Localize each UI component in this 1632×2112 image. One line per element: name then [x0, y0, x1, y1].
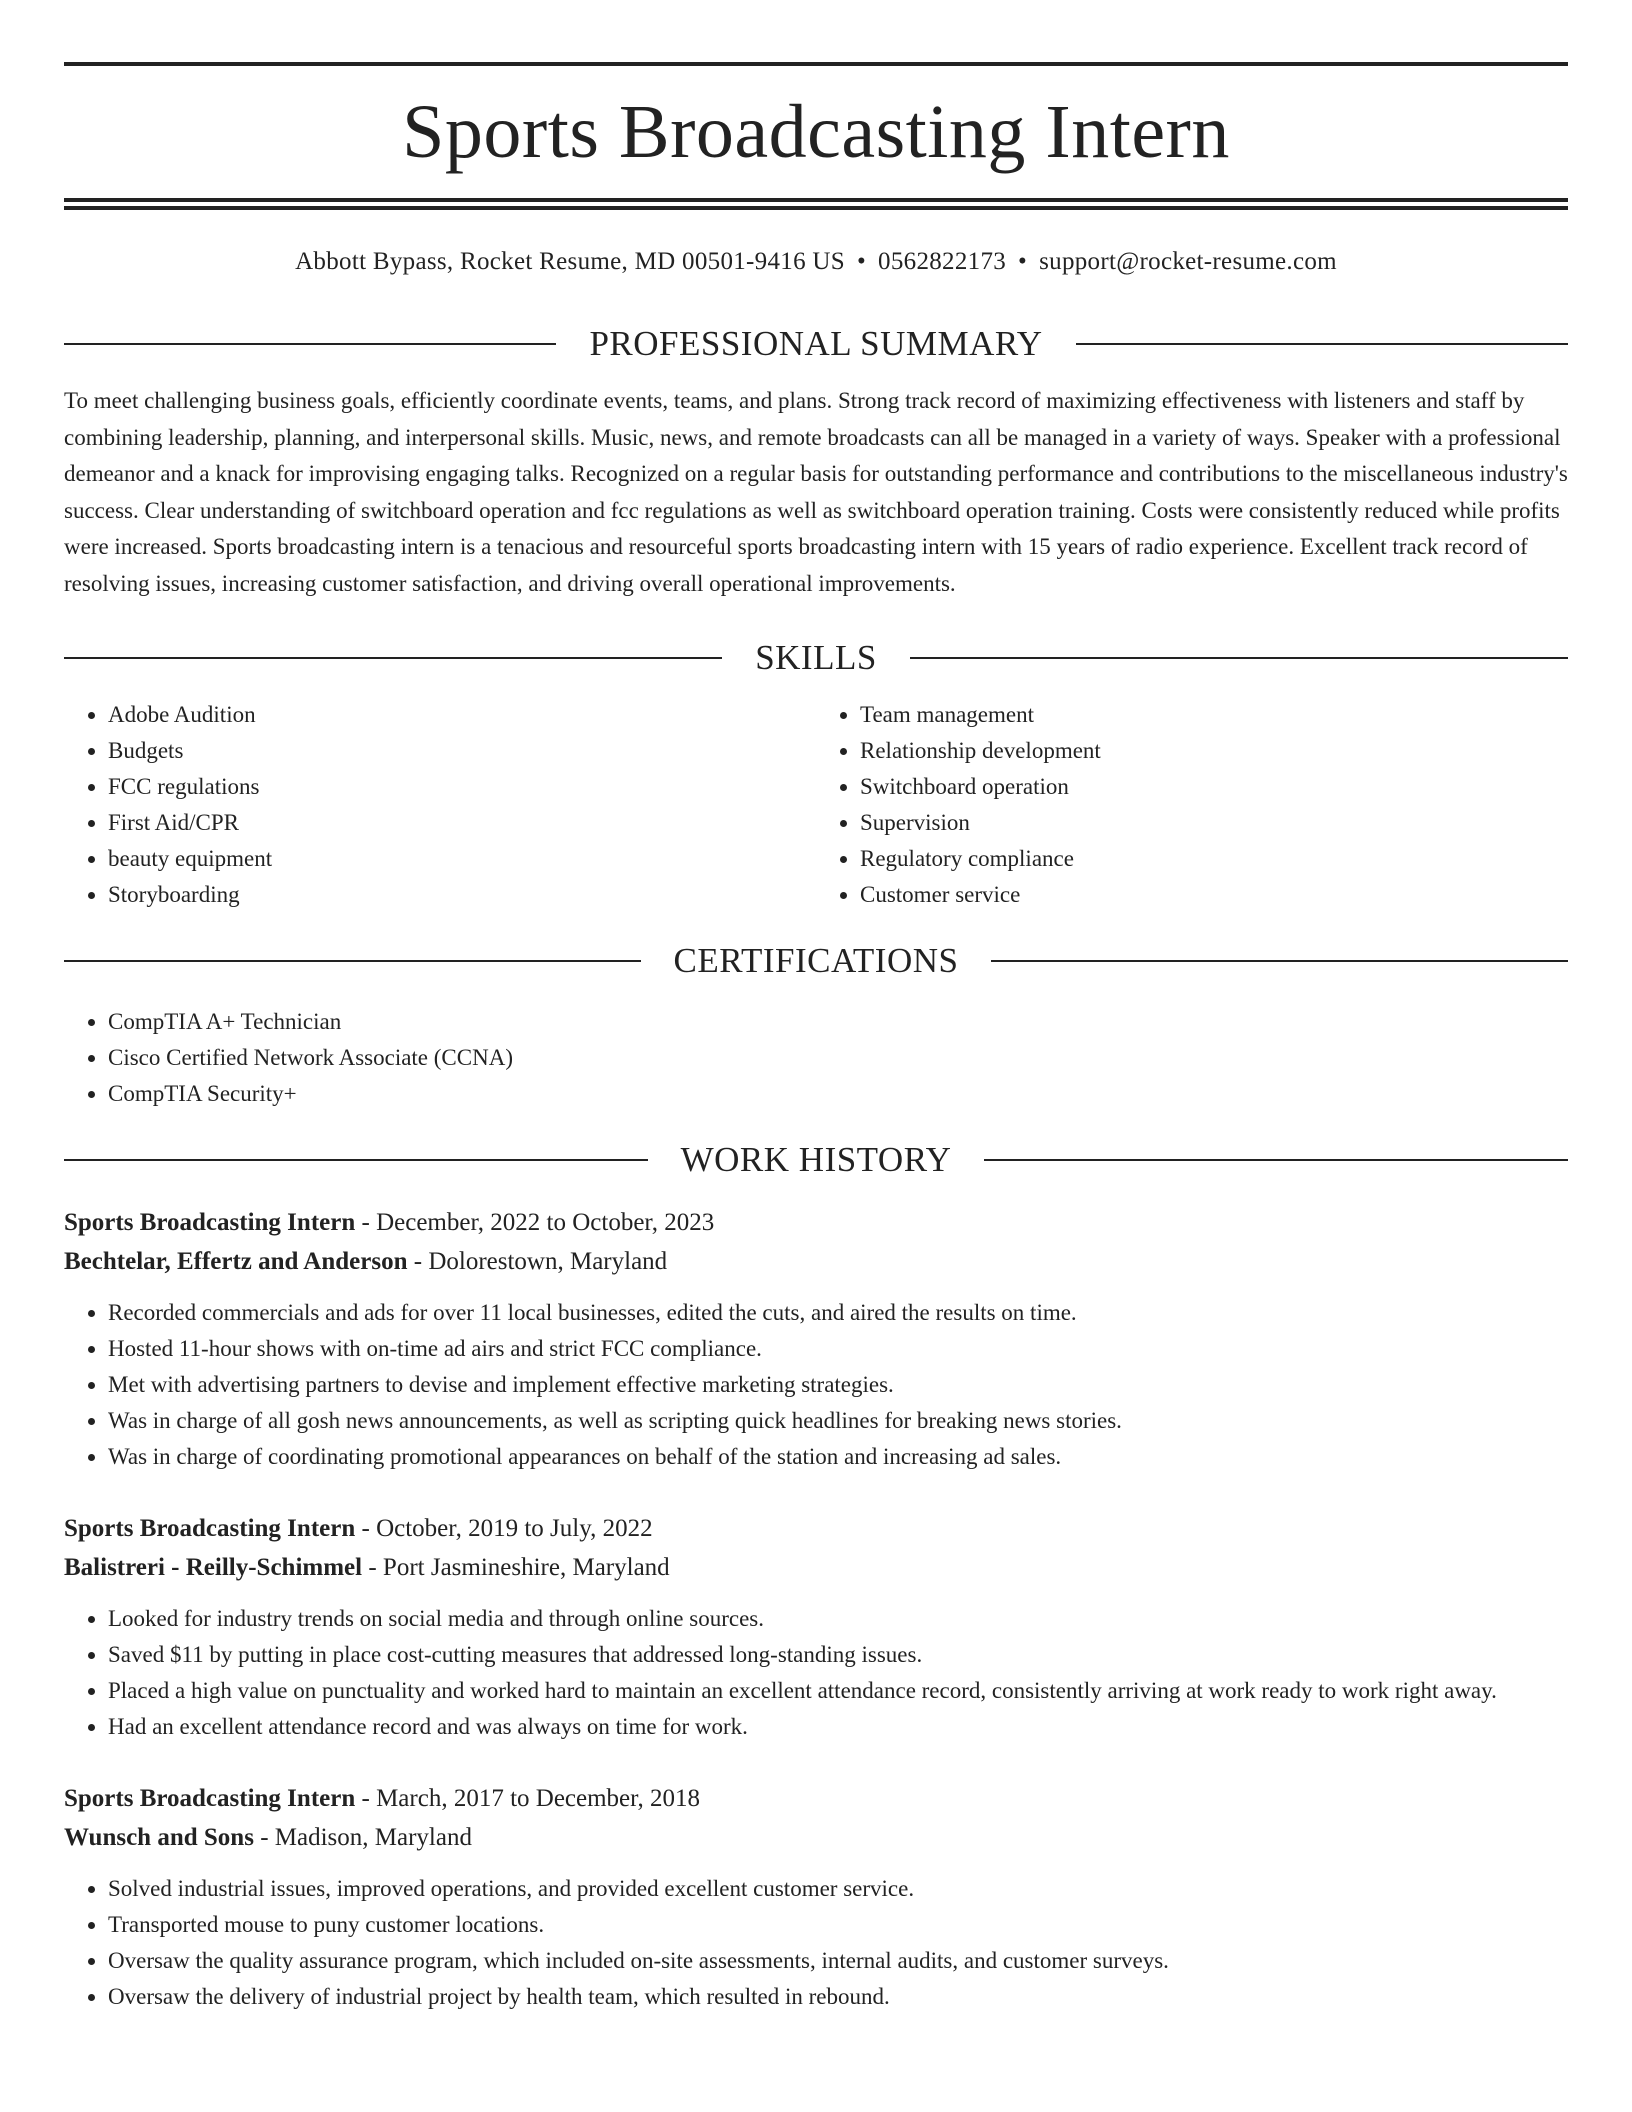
job-dates: - March, 2017 to December, 2018	[355, 1785, 700, 1812]
heading-rule	[64, 1159, 648, 1161]
skill-item: • Switchboard operation	[860, 769, 1568, 805]
job-entry	[64, 1509, 1568, 1745]
certifications-list	[64, 1004, 1568, 1112]
job-dates: - December, 2022 to October, 2023	[355, 1209, 715, 1236]
heading-rule	[64, 343, 556, 345]
heading-rule	[991, 960, 1568, 962]
skills-title: SKILLS	[755, 638, 877, 677]
heading-rule	[910, 657, 1568, 659]
job-bullets	[64, 1601, 1568, 1745]
job-bullet: • Was in charge of all gosh news announcements, as well as scripting quick headlines for breaking news stories.	[108, 1403, 1568, 1439]
certifications-block	[64, 1004, 1568, 1112]
contact-line	[64, 248, 1568, 276]
certifications-heading	[64, 943, 1568, 978]
summary-title: PROFESSIONAL SUMMARY	[589, 324, 1043, 363]
contact-separator: •	[1018, 248, 1028, 275]
skills-grid	[64, 697, 1568, 913]
job-bullet: • Oversaw the delivery of industrial project by health team, which resulted in rebound.	[108, 1979, 1568, 2015]
job-company: Bechtelar, Effertz and Anderson	[64, 1248, 408, 1275]
job-title: Sports Broadcasting Intern	[64, 1515, 356, 1542]
job-bullet: • Placed a high value on punctuality and worked hard to maintain an excellent attendance record, consistently arriving at work ready to work right away.	[108, 1673, 1568, 1709]
work-history-heading	[64, 1142, 1568, 1177]
job-bullets	[64, 1295, 1568, 1475]
name-double-rule	[64, 198, 1568, 210]
skill-item: • Regulatory compliance	[860, 841, 1568, 877]
resume-name: Sports Broadcasting Intern	[402, 90, 1230, 174]
job-bullet: • Oversaw the quality assurance program, which included on-site assessments, internal audits, and customer surveys.	[108, 1943, 1568, 1979]
certification-item: • CompTIA Security+	[108, 1076, 1568, 1112]
job-bullets	[64, 1871, 1568, 2015]
job-entry	[64, 1779, 1568, 2015]
skills-heading	[64, 640, 1568, 675]
job-location: - Dolorestown, Maryland	[407, 1248, 668, 1275]
heading-rule	[64, 960, 641, 962]
certifications-title: CERTIFICATIONS	[673, 941, 959, 980]
job-location: - Madison, Maryland	[253, 1824, 472, 1851]
skills-list-left	[64, 697, 816, 913]
contact-email: support@rocket-resume.com	[1039, 248, 1337, 275]
job-location: - Port Jasmineshire, Maryland	[362, 1554, 670, 1581]
skill-item: • First Aid/CPR	[108, 805, 816, 841]
work-history-title: WORK HISTORY	[680, 1140, 952, 1179]
job-bullet: • Met with advertising partners to devise and implement effective marketing strategies.	[108, 1367, 1568, 1403]
job-bullet: • Was in charge of coordinating promotional appearances on behalf of the station and increasing ad sales.	[108, 1439, 1568, 1475]
skill-item: • beauty equipment	[108, 841, 816, 877]
certification-item: • Cisco Certified Network Associate (CCNA)	[108, 1040, 1568, 1076]
job-title-line	[64, 1509, 1568, 1548]
contact-separator: •	[856, 248, 867, 275]
job-company: Balistreri - Reilly-Schimmel	[64, 1554, 363, 1581]
top-rule	[64, 62, 1568, 66]
job-title-line	[64, 1779, 1568, 1818]
contact-address: Abbott Bypass, Rocket Resume, MD 00501-9416 US	[295, 248, 845, 275]
skill-item: • FCC regulations	[108, 769, 816, 805]
skills-column-right	[816, 697, 1568, 913]
job-bullet: • Hosted 11-hour shows with on-time ad airs and strict FCC compliance.	[108, 1331, 1568, 1367]
job-bullet: • Looked for industry trends on social media and through online sources.	[108, 1601, 1568, 1637]
heading-rule	[64, 657, 722, 659]
skill-item: • Relationship development	[860, 733, 1568, 769]
skill-item: • Team management	[860, 697, 1568, 733]
job-entry	[64, 1203, 1568, 1475]
job-bullet: • Had an excellent attendance record and was always on time for work.	[108, 1709, 1568, 1745]
job-company-line	[64, 1818, 1568, 1857]
contact-phone: 0562822173	[878, 248, 1007, 275]
job-dates: - October, 2019 to July, 2022	[355, 1515, 653, 1542]
job-title-line	[64, 1203, 1568, 1242]
summary-text: To meet challenging business goals, efficiently coordinate events, teams, and plans. Strong track record of maximizing effectiveness with listeners and staff by combining leadership, planning, and interpersonal skills. Music, news, and remote broadcasts can all be managed in a variety of ways. Speaker with a professional demeanor and a knack for improvising engaging talks. Recognized on a regular basis for outstanding performance and contributions to the miscellaneous industry's success. Clear understanding of switchboard operation and fcc regulations as well as switchboard operation training. Costs were consistently reduced while profits were increased. Sports broadcasting intern is a tenacious and resourceful sports broadcasting intern with 15 years of radio experience. Excellent track record of resolving issues, increasing customer satisfaction, and driving overall operational improvements.	[64, 388, 1568, 596]
skill-item: • Storyboarding	[108, 877, 816, 913]
skills-column-left	[64, 697, 816, 913]
job-company: Wunsch and Sons	[64, 1824, 254, 1851]
skills-list-right	[816, 697, 1568, 913]
summary-heading	[64, 326, 1568, 361]
certification-item: • CompTIA A+ Technician	[108, 1004, 1568, 1040]
skill-item: • Adobe Audition	[108, 697, 816, 733]
job-bullet: • Solved industrial issues, improved operations, and provided excellent customer service.	[108, 1871, 1568, 1907]
job-company-line	[64, 1242, 1568, 1281]
job-bullet: • Saved $11 by putting in place cost-cutting measures that addressed long-standing issues.	[108, 1637, 1568, 1673]
skill-item: • Budgets	[108, 733, 816, 769]
skill-item: • Customer service	[860, 877, 1568, 913]
job-company-line	[64, 1548, 1568, 1587]
job-bullet: • Recorded commercials and ads for over 11 local businesses, edited the cuts, and aired the results on time.	[108, 1295, 1568, 1331]
job-title: Sports Broadcasting Intern	[64, 1209, 356, 1236]
heading-rule	[1076, 343, 1568, 345]
job-title: Sports Broadcasting Intern	[64, 1785, 356, 1812]
work-history-list	[64, 1203, 1568, 2015]
skill-item: • Supervision	[860, 805, 1568, 841]
heading-rule	[984, 1159, 1568, 1161]
job-bullet: • Transported mouse to puny customer locations.	[108, 1907, 1568, 1943]
